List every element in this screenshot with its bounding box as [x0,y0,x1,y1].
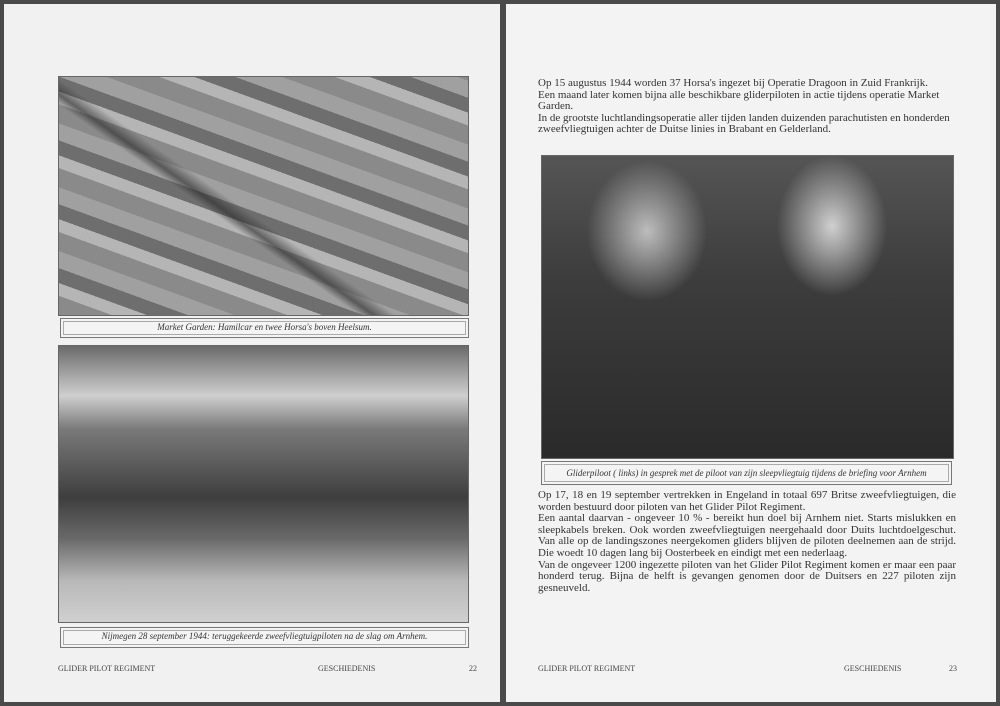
aerial-photo-market-garden [58,76,469,316]
footer-section: GESCHIEDENIS [844,664,902,673]
paragraph: Een aantal daarvan - ongeveer 10 % - bereikt hun doel bij Arnhem niet. Starts mislukken en sleepkabels breken. Ook worden zweefvliegtuigen neergehaald door Duits luchtdoelgeschut. Van alle op de landingszones neergekomen gliders blijven de piloten deelnemen aan de strijd. Die woedt 10 dagen lang bij Oosterbeek en eindigt met een nederlaag. [538,512,956,559]
photo-caption: Market Garden: Hamilcar en twee Horsa's boven Heelsum. [60,318,469,338]
page-number: 22 [469,664,477,673]
body-text [538,490,956,594]
left-page [4,4,500,702]
paragraph: Op 17, 18 en 19 september vertrekken in Engeland in totaal 697 Britse zweefvliegtuigen, die worden bestuurd door piloten van het Glider Pilot Regiment. [538,489,956,513]
paragraph: Van de ongeveer 1200 ingezette piloten van het Glider Pilot Regiment komen er maar een paar honderd terug. Bijna de helft is gevangen genomen door de Duitsers en 227 piloten zijn gesneuveld. [538,558,956,594]
page-number: 23 [949,664,957,673]
paragraph: In de grootste luchtlandingsoperatie aller tijden landen duizenden parachutisten en honderden zweefvliegtuigen achter de Duitse linies in Brabant en Gelderland. [538,111,950,136]
paragraph: Op 15 augustus 1944 worden 37 Horsa's ingezet bij Operatie Dragoon in Zuid Frankrijk. [538,77,928,89]
paragraph: Een maand later komen bijna alle beschikbare gliderpiloten in actie tijdens operatie Market Garden. [538,88,940,113]
footer-title: GLIDER PILOT REGIMENT [538,664,636,673]
photo-caption: Nijmegen 28 september 1944: teruggekeerde zweefvliegtuigpiloten na de slag om Arnhem. [60,627,469,648]
footer-section: GESCHIEDENIS [318,664,376,673]
briefing-photo [541,155,954,459]
intro-text [538,78,953,136]
soldiers-photo-nijmegen [58,345,469,623]
photo-caption: Gliderpiloot ( links) in gesprek met de piloot van zijn sleepvliegtuig tijdens de briefing voor Arnhem [541,461,952,485]
footer-title: GLIDER PILOT REGIMENT [58,664,156,673]
right-page [506,4,996,702]
